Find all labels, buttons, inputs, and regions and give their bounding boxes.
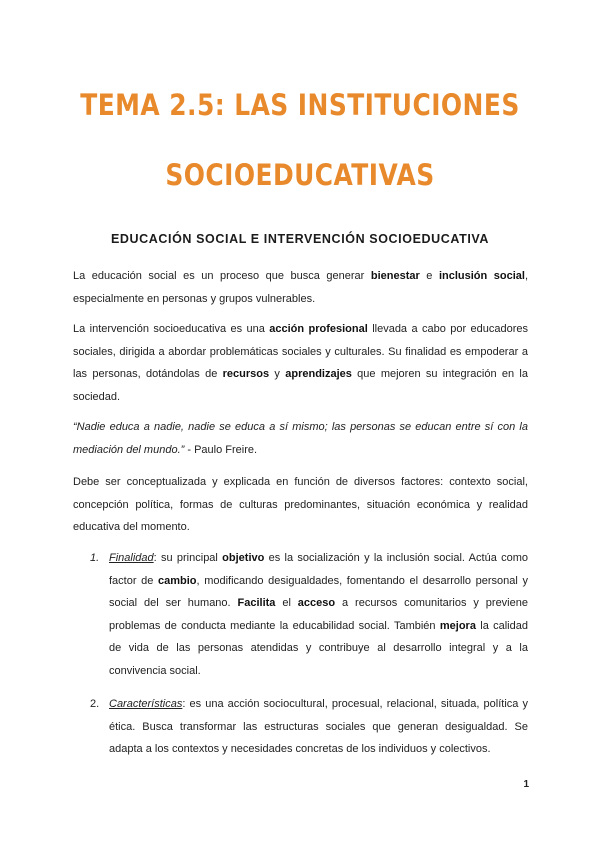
bold-text: recursos <box>222 368 270 380</box>
list-number: 2. <box>90 698 100 710</box>
text: La intervención socioeducativa es una <box>73 323 270 335</box>
list-label: Características <box>109 698 183 710</box>
paragraph-2 <box>73 318 528 408</box>
page-title-line-1: TEMA 2.5: LAS INSTITUCIONES <box>80 88 520 122</box>
text: a recursos comunitarios y previene problemas de conducta mediante la educabilidad social. También <box>109 597 528 632</box>
bold-text: mejora <box>439 619 476 632</box>
paragraph-4 <box>73 471 528 539</box>
text: : es una acción sociocultural, procesual, relacional, situada, política y ética. Busca transformar las estructuras sociales que generan desigualdad. Se adapta a los contextos y necesidades concretas de los individuos y colectivos. <box>109 698 528 755</box>
bold-text: Facilita <box>237 597 276 609</box>
bold-text: acción profesional <box>269 323 368 335</box>
list-item <box>90 693 528 761</box>
bold-text: aprendizajes <box>285 368 352 380</box>
bold-text: objetivo <box>222 552 265 564</box>
text: llevada a cabo por educadores sociales, dirigida a abordar problemáticas sociales y culturales. Su finalidad es empoderar a las personas, dotándolas de <box>73 323 528 380</box>
page-title-line-2: SOCIOEDUCATIVAS <box>165 158 435 192</box>
text: : su principal <box>153 552 223 564</box>
bold-text: bienestar <box>370 270 420 282</box>
paragraph-4-text: Debe ser conceptualizada y explicada en función de diversos factores: contexto social, concepción política, formas de culturas predominantes, situación económica y realidad educativa del momento. <box>73 476 528 533</box>
text: e <box>419 270 439 282</box>
text: es la socialización y la inclusión social. Actúa como factor de <box>109 552 528 587</box>
quote-text: “Nadie educa a nadie, nadie se educa a sí mismo; las personas se educan entre sí con la mediación del mundo.” <box>73 421 528 456</box>
quote-author: - Paulo Freire. <box>184 443 258 456</box>
text: que mejoren su integración en la sociedad. <box>73 368 528 403</box>
text: , especialmente en personas y grupos vulnerables. <box>73 270 528 305</box>
bold-text: inclusión social <box>438 270 525 282</box>
list-number: 1. <box>90 552 100 564</box>
text: el <box>275 597 298 609</box>
text: la calidad de vida de las personas atendidas y contribuye al desarrollo integral y a la convivencia social. <box>109 619 528 677</box>
list-label: Finalidad <box>109 552 154 564</box>
list-item <box>90 547 528 682</box>
text: La educación social es un proceso que busca generar <box>73 270 371 282</box>
paragraph-1 <box>73 265 528 310</box>
section-heading: EDUCACIÓN SOCIAL E INTERVENCIÓN SOCIOEDUCATIVA <box>110 232 490 246</box>
page-number: 1 <box>523 779 529 790</box>
bold-text: cambio <box>158 574 197 587</box>
quote-paragraph <box>73 416 528 461</box>
text: , modificando desigualdades, fomentando el desarrollo personal y social del ser humano. <box>109 574 528 609</box>
bold-text: acceso <box>297 597 336 609</box>
text: y <box>269 368 286 380</box>
